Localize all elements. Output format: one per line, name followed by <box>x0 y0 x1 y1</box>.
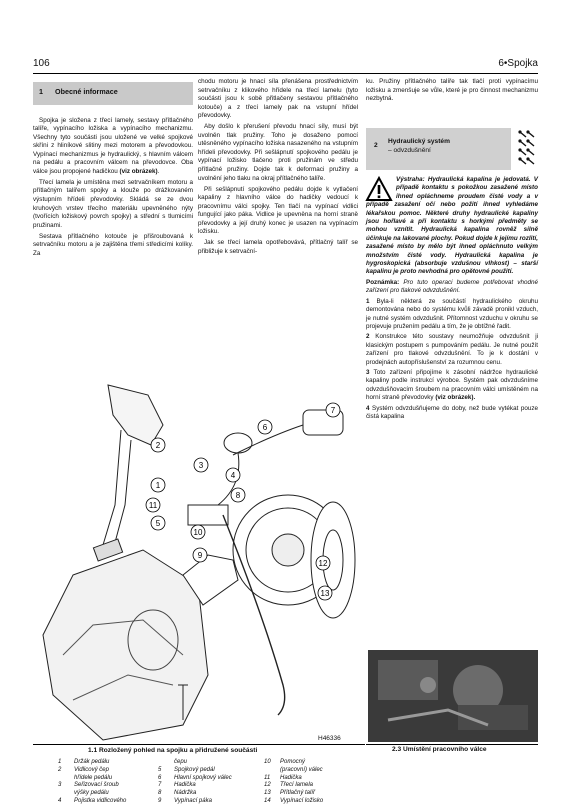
section-2-box <box>366 128 511 170</box>
step-3-number: 3 <box>366 368 370 376</box>
legend-num: 14 <box>264 797 271 804</box>
step-2 <box>366 333 538 367</box>
legend-num: 3 <box>58 782 62 789</box>
step-4 <box>366 405 538 422</box>
legend-item <box>58 782 153 790</box>
note-text: Pro tuto operaci budeme potřebovat vhodné zařízení pro tlakové odvzdušnění. <box>366 278 539 295</box>
callout-7: 7 <box>330 406 336 415</box>
section-2-number: 2 <box>374 142 378 149</box>
legend-text: Seřizovací šroub <box>74 782 119 789</box>
legend-text: Hadička <box>174 782 196 789</box>
legend-text: Nádržka <box>174 790 197 797</box>
legend-num: 6 <box>158 774 162 781</box>
legend-col-2 <box>158 759 258 806</box>
section-1-title: Obecné informace <box>55 87 118 96</box>
step-1-number: 1 <box>366 297 370 305</box>
section-2-title: Hydraulický systém <box>388 138 450 145</box>
legend-text: hřídele pedálu <box>74 774 113 781</box>
legend-text: Hadička <box>280 774 302 781</box>
warning-text: Výstraha: Hydraulická kapalina je jedovatá. V případě kontaktu s pokožkou zasažené místo ihned opláchneme proudem čisté vody a v případě zasažení očí nebo požití ihned vyhledáme lékařskou pomoc. Některé druhy hydraulické kapaliny jsou hořlavé a při kontaktu s horkými předměty se mohou vznítit. Hydraulická kapalina rovněž silně účinkuje na lakované plochy. Pokud dojde k jejímu rozlití, zasažené místo by mělo být ihned opláchnuto velkým množstvím čisté vody. Hydraulická kapalina je hygroskopická (absorbuje vzdušnou vlhkost) – starší kapalinu je proto nevhodná pro opětovné použití. <box>366 176 538 276</box>
legend-text: Vypínací páka <box>174 797 212 804</box>
section-1-heading <box>33 82 193 105</box>
step-4-text: Systém odvzdušňujeme do doby, než bude vytékat pouze čistá kapalina <box>366 404 538 420</box>
column-3 <box>366 78 538 106</box>
callout-5: 5 <box>155 519 161 528</box>
legend-text: (pracovní) válec <box>280 766 323 773</box>
legend-item <box>264 767 364 775</box>
legend-num: 7 <box>158 782 162 789</box>
legend-item <box>158 798 258 806</box>
legend-item <box>58 798 153 806</box>
legend-item <box>264 790 364 798</box>
legend-num: 9 <box>158 797 162 804</box>
col3-paragraph-1: ku. Pružiny přítlačného talíře tak tlačí proti vypínacímu ložisku a zmenšuje se vůle, které je pro činnost mechanizmu nezbytná. <box>366 78 538 103</box>
col1-p1-ref: (viz obrázek) <box>119 167 158 175</box>
step-1-text: Byla-li některá ze součástí hydraulického okruhu demontována nebo do systému kvůli závadě pronikl vzduch, je nutné systém odvzdušnit. Přítomnost vzduchu v okruhu se projevuje pružením pedálu a tím, že je obtížné řadit. <box>366 297 539 330</box>
figure-1-caption: 1.1 Rozložený pohled na spojku a přidružené součásti <box>88 747 258 754</box>
legend-text: Spojkový pedál <box>174 766 215 773</box>
legend-item <box>58 790 153 798</box>
section-2-heading <box>366 128 538 170</box>
legend-text: výšky pedálu <box>74 790 109 797</box>
legend-item <box>158 782 258 790</box>
legend-item <box>264 775 364 783</box>
callout-1: 1 <box>155 481 161 490</box>
figure-2-caption: 2.3 Umístění pracovního válce <box>392 746 487 753</box>
legend-item <box>158 790 258 798</box>
legend-text: čepu <box>174 759 188 765</box>
legend-text: Držák pedálu <box>74 759 110 765</box>
note-label: Poznámka: <box>366 278 400 286</box>
photo-caption-rule <box>366 744 538 745</box>
legend-text: Hlavní spojkový válec <box>174 774 232 781</box>
col2-paragraph-3: Při sešlápnutí spojkového pedálu dojde k vytlačení kapaliny z hlavního válce do hadičky vedoucí k pracovnímu válci spojky. Ten tlačí na vypínací vidlici fungující jako páka. Vidlice je upevněna na horní straně převodovky a její druhý konec je usazen na vypínacím ložisku. <box>198 185 358 236</box>
col1-paragraph-2: Třecí lamela je umístěna mezi setrvačníkem motoru a přítlačným talířem spojky a klouže po drážkovaném výstupním hřídeli převodovky. Skládá se ze dvou kruhových vrstev třecího materiálu upevněného nýty (tvořících ložiskový povrch spojky) a střední s tlumicími pružinami. <box>33 178 193 229</box>
legend-item <box>264 759 364 767</box>
step-3-text: Toto zařízení připojíme k zásobní nádržce hydraulické kapaliny podle instrukcí výrobce. Systém pak odvzdušníme odvzdušňovacím šroubem na pracovním válci umístěném na horní straně převodovky <box>366 368 539 402</box>
step-1 <box>366 298 538 332</box>
legend-item <box>158 767 258 775</box>
col1-paragraph-3: Sestava přítlačného kotouče je přišroubovaná k setrvačníku motoru a je zajištěna třemi středicími kolíky. Za <box>33 232 193 257</box>
legend-num: 4 <box>58 797 62 804</box>
column-1 <box>33 82 193 261</box>
clutch-exploded-diagram <box>33 355 363 745</box>
difficulty-tools-icon <box>516 128 538 170</box>
legend-text: Vidlicový čep <box>74 766 109 773</box>
legend-item <box>158 759 258 767</box>
callout-11: 11 <box>148 501 158 510</box>
callout-6: 6 <box>262 423 268 432</box>
callout-10: 10 <box>193 528 203 537</box>
section-2-subtitle: – odvzdušnění <box>388 147 431 154</box>
chapter-title: 6•Spojka <box>498 58 538 69</box>
legend-item <box>158 775 258 783</box>
callout-9: 9 <box>197 551 203 560</box>
legend-text: Přítlačný talíř <box>280 790 316 797</box>
col2-paragraph-2: Aby došlo k přerušení převodu hnací síly, musí být uvolněn tlak pružiny. Toho je dosaženo pomocí utěsněného vypínacího ložiska nasazeného na vstupním hřídeli převodovky. Při sešlápnutí spojkového pedálu je vypínací ložisko tlačeno proti pružinám ve středu přítlačné pružiny. Dojde tak k deformaci pružiny a uvolnění jeho tlaku na okraj přítlačného talíře. <box>198 123 358 182</box>
slave-cylinder-photo <box>368 650 538 742</box>
page-header <box>33 58 538 72</box>
legend-num: 10 <box>264 759 271 765</box>
col1-p1-text: Spojka je složena z třecí lamely, sestavy přítlačného talíře, vypínacího ložiska a vypínacího mechanizmu. Všechny tyto součásti jsou uložené ve velké spojkové skříni z hliníkové slitiny mezi motorem a převodovkou. Vypínací mechanizmus je hydraulický, s hlavním válcem na pedálu a pracovním válcem na převodovce. Oba válce jsou propojené hadičkou <box>33 116 193 175</box>
legend-num: 5 <box>158 766 162 773</box>
col1-paragraph-1: Spojka je složena z třecí lamely, sestavy přítlačného talíře, vypínacího ložiska a vypínacího mechanizmu. Všechny tyto součásti jsou uložené ve velké spojkové skříni z hliníkové slitiny mezi motorem a převodovkou. Vypínací mechanizmus je hydraulický, s hlavním válcem na pedálu a pracovním válcem na převodovce. Oba válce jsou propojené hadičkou (viz obrázek). <box>33 116 193 175</box>
legend-text: Pomocný <box>280 759 306 765</box>
callout-12: 12 <box>318 559 328 568</box>
page-number: 106 <box>33 58 50 69</box>
legend-text: Vypínací ložisko <box>280 797 324 804</box>
col2-paragraph-1: chodu motoru je hnací síla přenášena prostřednictvím setrvačníku z klikového hřídele na třecí lamelu (tyto součásti jsou k sobě přitlačeny sestavou přítlačného kotouče) a z třecí lamely pak na vstupní hřídel převodovky. <box>198 78 358 120</box>
legend-num: 2 <box>58 766 62 773</box>
callout-3: 3 <box>198 461 204 470</box>
legend-item <box>58 767 153 775</box>
note <box>366 279 538 296</box>
legend-col-1 <box>58 759 153 806</box>
section-1-number: 1 <box>39 87 43 96</box>
step-2-text: Konstrukce této soustavy neumožňuje odvzdušnit ji klasickým postupem s pumpováním pedálu. Je nutné použít zařízení pro tlakové odvzdušnění. To je k dostání v prodejnách autopříslušenství za rozumnou cenu. <box>366 333 539 366</box>
legend-num: 1 <box>58 759 62 765</box>
legend-item <box>264 798 364 806</box>
callout-2: 2 <box>155 441 161 450</box>
col2-paragraph-4: Jak se třecí lamela opotřebovává, přítlačný talíř se přibližuje k setrvační- <box>198 239 358 255</box>
legend-item <box>58 775 153 783</box>
legend-num: 13 <box>264 790 271 797</box>
legend-num: 11 <box>264 774 271 781</box>
legend-item <box>58 759 153 767</box>
legend-text: Pojistka vidlicového <box>74 797 127 804</box>
header-divider <box>33 73 538 74</box>
legend-text: Třecí lamela <box>280 782 314 789</box>
callout-13: 13 <box>320 589 330 598</box>
callout-4: 4 <box>230 471 236 480</box>
step-4-number: 4 <box>366 404 370 412</box>
legend-num: 8 <box>158 790 162 797</box>
step-2-number: 2 <box>366 333 370 341</box>
figure-code: H46336 <box>318 735 341 742</box>
callout-8: 8 <box>235 491 241 500</box>
step-3-ref: (viz obrázek). <box>435 394 476 402</box>
step-3 <box>366 369 538 403</box>
warning-triangle-icon <box>366 177 392 201</box>
caption-1-rule <box>33 744 365 745</box>
legend-col-3 <box>264 759 364 806</box>
legend-num: 12 <box>264 782 271 789</box>
column-2 <box>198 78 358 259</box>
column-3-body <box>366 176 538 423</box>
legend-item <box>264 782 364 790</box>
